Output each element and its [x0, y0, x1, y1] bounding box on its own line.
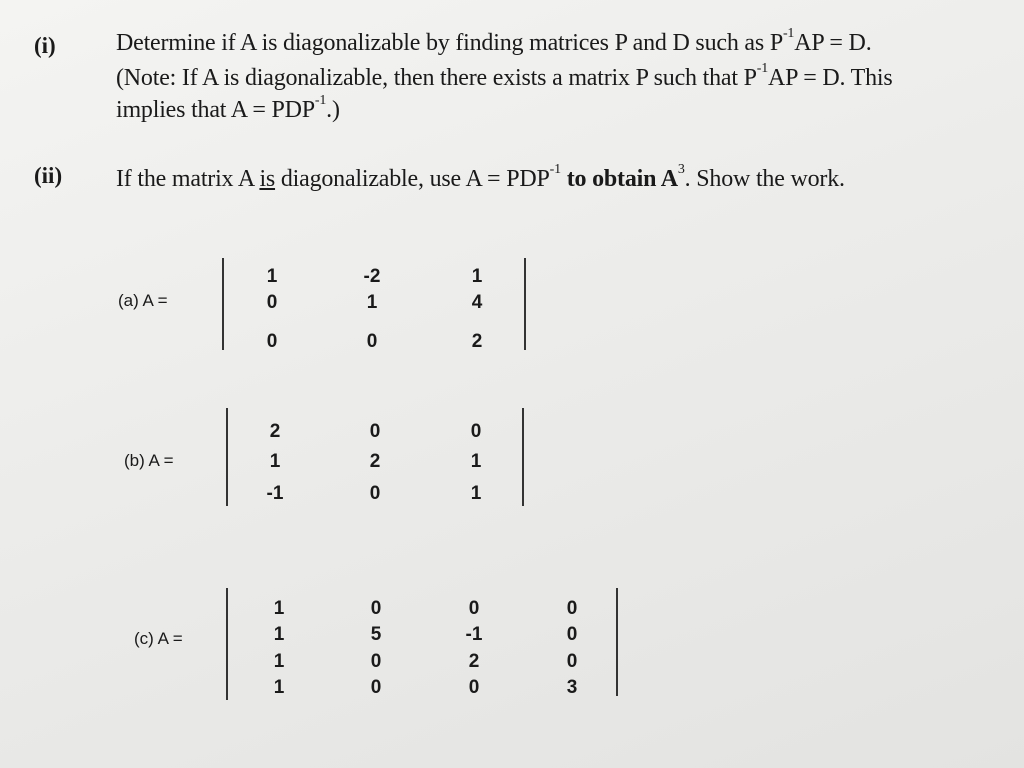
matrix-c-cell: 0: [468, 677, 480, 698]
part-ii-text-4: . Show the work.: [684, 166, 845, 192]
part-i-line-3-end: .): [326, 97, 340, 123]
cube-superscript: 3: [677, 162, 685, 177]
matrix-b-cell: 1: [470, 451, 482, 472]
part-i-line-2-text: (Note: If A is diagonalizable, then there exists a matrix P such that P: [116, 65, 757, 91]
part-i-line-3: [116, 93, 340, 124]
part-ii-line: [116, 162, 845, 193]
matrix-a-cell: 0: [266, 292, 278, 313]
inverse-superscript: -1: [314, 93, 327, 108]
matrix-c-cell: 0: [370, 598, 382, 619]
matrix-b-cell: -1: [266, 483, 284, 504]
matrix-c-cell: 1: [273, 598, 285, 619]
part-i-line-2: [116, 61, 893, 92]
part-i-line-1-text: Determine if A is diagonalizable by finding matrices P and D such as P: [116, 30, 783, 56]
part-ii-text-2: diagonalizable, use A = PDP: [275, 166, 550, 192]
matrix-c-cell: 0: [370, 677, 382, 698]
part-i-line-3-text: implies that A = PDP: [116, 97, 315, 123]
inverse-superscript: -1: [756, 61, 769, 76]
matrix-c-right-bar: [616, 588, 618, 696]
part-ii-text-1: If the matrix A: [116, 166, 260, 192]
matrix-c-label: (c) A =: [134, 629, 183, 648]
matrix-a-right-bar: [524, 258, 526, 350]
part-i-line-2-end: AP = D. This: [768, 65, 893, 91]
matrix-c-cell: -1: [465, 624, 483, 645]
part-i-label: (i): [34, 33, 56, 58]
matrix-c-left-bar: [226, 588, 228, 700]
matrix-c-cell: 0: [566, 598, 578, 619]
matrix-a-cell: 0: [266, 331, 278, 352]
matrix-b-cell: 2: [369, 451, 381, 472]
matrix-a-label: (a) A =: [118, 291, 168, 310]
part-i-line-1: [116, 26, 872, 57]
matrix-c-cell: 1: [273, 624, 285, 645]
matrix-b-cell: 0: [369, 483, 381, 504]
matrix-a-cell: 0: [366, 331, 378, 352]
matrix-a-cell: 1: [266, 266, 278, 287]
matrix-b-left-bar: [226, 408, 228, 506]
matrix-a-cell: 2: [471, 331, 483, 352]
matrix-c-cell: 0: [566, 651, 578, 672]
part-ii-is-underlined: is: [259, 166, 276, 192]
part-i-line-1-end: AP = D.: [794, 30, 872, 56]
matrix-a-cell: 1: [471, 266, 483, 287]
matrix-a-cell: 1: [366, 292, 378, 313]
matrix-b-cell: 0: [369, 421, 381, 442]
matrix-b-right-bar: [522, 408, 524, 506]
matrix-b-cell: 1: [269, 451, 281, 472]
matrix-b-label: (b) A =: [124, 451, 174, 470]
matrix-c-cell: 0: [566, 624, 578, 645]
matrix-c-cell: 3: [566, 677, 578, 698]
matrix-a-left-bar: [222, 258, 224, 350]
part-ii-label: (ii): [34, 163, 63, 188]
matrix-c-cell: 2: [468, 651, 480, 672]
matrix-c-cell: 0: [370, 651, 382, 672]
inverse-superscript: -1: [549, 162, 561, 177]
matrix-c-cell: 0: [468, 598, 480, 619]
matrix-c-cell: 5: [370, 624, 382, 645]
matrix-b-cell: 0: [470, 421, 482, 442]
matrix-c-cell: 1: [273, 677, 285, 698]
matrix-c-cell: 1: [273, 651, 285, 672]
matrix-a-cell: -2: [363, 266, 381, 287]
matrix-b-cell: 2: [269, 421, 281, 442]
matrix-a-cell: 4: [471, 292, 483, 313]
inverse-superscript: -1: [782, 26, 795, 41]
matrix-b-cell: 1: [470, 483, 482, 504]
part-ii-text-3: to obtain A: [560, 166, 678, 192]
